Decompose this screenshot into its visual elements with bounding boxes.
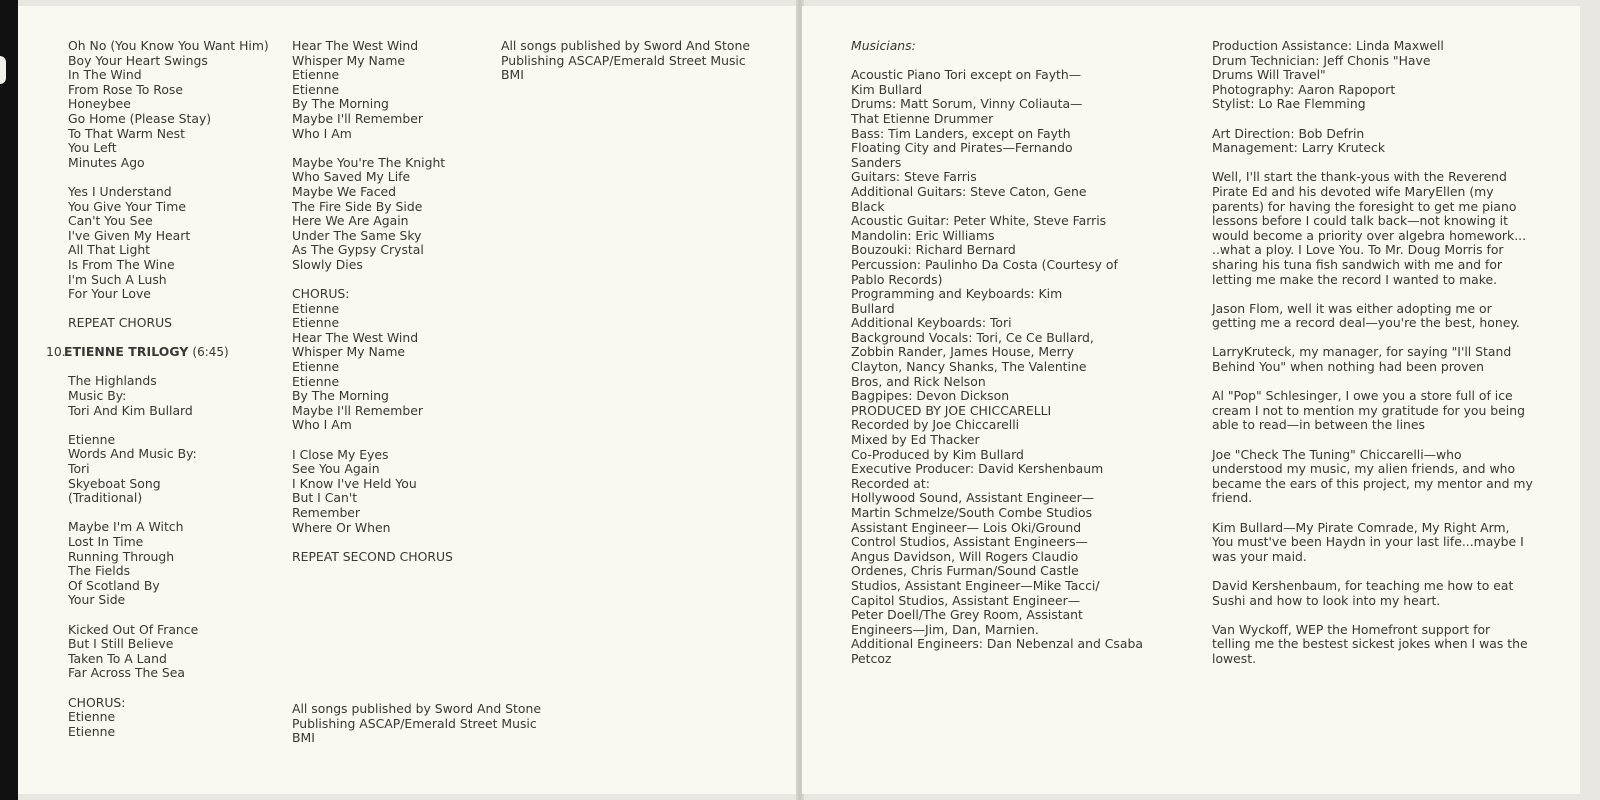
lyric-line: Who Saved My Life	[292, 169, 411, 185]
credit-line: Bagpipes: Devon Dickson	[851, 388, 1010, 404]
credit-line: Peter Doell/The Grey Room, Assistant	[851, 607, 1083, 623]
publishing-note-top	[501, 39, 750, 83]
credit-line: Zobbin Rander, James House, Merry	[851, 344, 1074, 360]
credit-line: Studios, Assistant Engineer—Mike Tacci/	[851, 577, 1100, 593]
credit-line: Background Vocals: Tori, Ce Ce Bullard,	[851, 329, 1094, 345]
thank-you-paragraph	[1212, 579, 1533, 608]
credit-line: (Traditional)	[68, 490, 143, 506]
lyric-line: Oh No (You Know You Want Him)	[68, 38, 269, 53]
thank-you-line: understood my music, my alien friends, and who	[1212, 461, 1516, 477]
thank-you-line: was your maid.	[1212, 548, 1307, 564]
credit-line: Photography: Aaron Rapoport	[1212, 81, 1396, 97]
credit-line: Guitars: Steve Farris	[851, 169, 977, 185]
thank-you-paragraph	[1212, 448, 1533, 506]
thank-you-line: ..what a ploy. I Love You. To Mr. Doug Morris for	[1212, 242, 1504, 258]
thank-you-line: friend.	[1212, 490, 1253, 506]
credit-line: Percussion: Paulinho Da Costa (Courtesy of	[851, 256, 1118, 272]
lyric-line: From Rose To Rose	[68, 81, 183, 97]
lyric-line: Etienne	[68, 709, 116, 725]
credit-line: Etienne	[68, 431, 116, 447]
lyric-line: Is From The Wine	[68, 256, 175, 272]
credit-line: Floating City and Pirates—Fernando	[851, 140, 1073, 156]
credit-line: Additional Guitars: Steve Caton, Gene	[851, 183, 1087, 199]
thank-you-line: Behind You" when nothing had been proven	[1212, 359, 1484, 375]
lyric-line: Etienne	[292, 67, 340, 83]
lyric-line: Here We Are Again	[292, 213, 409, 229]
credit-line: Drums: Matt Sorum, Vinny Coliauta—	[851, 96, 1083, 112]
lyric-line: Go Home (Please Stay)	[68, 110, 212, 126]
thank-you-line: Van Wyckoff, WEP the Homefront support for	[1212, 621, 1491, 637]
spine-edge	[0, 0, 18, 800]
credit-line: Mixed by Ed Thacker	[851, 432, 980, 448]
lyric-line: The Fields	[68, 563, 131, 579]
thank-you-line: getting me a record deal—you're the best, honey.	[1212, 315, 1520, 331]
credit-line: Control Studios, Assistant Engineers—	[851, 534, 1088, 550]
credit-line: Clayton, Nancy Shanks, The Valentine	[851, 359, 1087, 375]
lyric-line: Slowly Dies	[292, 256, 363, 272]
lyric-line: Etienne	[292, 373, 340, 389]
credit-line: Bouzouki: Richard Bernard	[851, 242, 1016, 258]
credit-line: Words And Music By:	[68, 446, 197, 462]
credit-line: Executive Producer: David Kershenbaum	[851, 461, 1104, 477]
credit-line: Ordenes, Chris Furman/Sound Castle	[851, 563, 1079, 579]
lyric-line: Maybe I'm A Witch	[68, 519, 184, 535]
lyric-line: Maybe I'll Remember	[292, 402, 423, 418]
thank-you-line: Al "Pop" Schlesinger, I owe you a store full of ice	[1212, 388, 1513, 404]
thank-you-line: sharing his tuna fish sandwich with me and for	[1212, 256, 1503, 272]
lyric-line: See You Again	[292, 461, 380, 477]
lyric-line: Hear The West Wind	[292, 329, 419, 345]
thank-you-line: parents) for having the foresight to get me piano	[1212, 198, 1517, 214]
lyric-line: Who I Am	[292, 417, 352, 433]
acknowledgements-column	[1212, 39, 1533, 667]
credit-line: Programming and Keyboards: Kim	[851, 286, 1063, 302]
thank-you-paragraph	[1212, 170, 1533, 287]
credit-line: Drums Will Travel"	[1212, 67, 1326, 83]
lyric-line: Boy Your Heart Swings	[68, 52, 208, 68]
thank-you-line: Kim Bullard—My Pirate Comrade, My Right Arm,	[1212, 519, 1510, 535]
thank-you-notes	[1212, 170, 1533, 666]
lyric-line: You Left	[68, 140, 117, 156]
lyrics-column-1	[46, 38, 269, 739]
credit-line: Music By:	[68, 388, 127, 404]
thank-you-paragraph	[1212, 345, 1533, 374]
thank-you-line: able to read—in between the lines	[1212, 417, 1425, 433]
lyric-line: Etienne	[292, 300, 340, 316]
chorus-label: CHORUS:	[68, 694, 126, 710]
credit-line: PRODUCED BY JOE CHICCARELLI	[851, 402, 1052, 418]
publishing-line: BMI	[292, 730, 315, 746]
thank-you-line: Sushi and how to look into my heart.	[1212, 592, 1441, 608]
lyric-line: By The Morning	[292, 388, 389, 404]
credit-line: Black	[851, 198, 885, 214]
credit-line: Recorded by Joe Chiccarelli	[851, 417, 1020, 433]
thank-you-line: became the ears of this project, my mentor and my	[1212, 475, 1533, 491]
credit-line: Assistant Engineer— Lois Oki/Ground	[851, 519, 1082, 535]
thank-you-line: You must've been Haydn in your last life...maybe I	[1212, 534, 1524, 550]
chorus-label: CHORUS:	[292, 286, 350, 302]
lyric-line: In The Wind	[68, 67, 142, 83]
thank-you-paragraph	[1212, 623, 1533, 667]
track-heading	[46, 344, 269, 361]
lyric-line: You Give Your Time	[68, 198, 186, 214]
lyric-line: Your Side	[68, 592, 126, 608]
publishing-note-bottom	[292, 702, 541, 746]
credit-line: Tori And Kim Bullard	[68, 402, 193, 418]
thank-you-line: lowest.	[1212, 650, 1257, 666]
lyric-line: Whisper My Name	[292, 52, 406, 68]
thank-you-paragraph	[1212, 389, 1533, 433]
lyric-line: Maybe You're The Knight	[292, 154, 446, 170]
lyric-line: Running Through	[68, 548, 175, 564]
credit-line: Production Assistance: Linda Maxwell	[1212, 38, 1444, 53]
lyric-line: I Know I've Held You	[292, 475, 417, 491]
credit-line: Pablo Records)	[851, 271, 943, 287]
credit-line: Hollywood Sound, Assistant Engineer—	[851, 490, 1095, 506]
lyric-line: Lost In Time	[68, 534, 144, 549]
publishing-line: All songs published by Sword And Stone	[501, 38, 750, 53]
credit-line: Additional Engineers: Dan Nebenzal and Csaba	[851, 636, 1143, 652]
track-number: 10.	[46, 344, 66, 360]
lyric-line: Far Across The Sea	[68, 665, 186, 681]
credit-line: Bros, and Rick Nelson	[851, 373, 986, 389]
lyric-line: Under The Same Sky	[292, 227, 422, 243]
lyric-line: Hear The West Wind	[292, 38, 419, 53]
credit-line: Additional Keyboards: Tori	[851, 315, 1012, 331]
thank-you-line: David Kershenbaum, for teaching me how to eat	[1212, 577, 1514, 593]
track-title: ETIENNE TRILOGY	[64, 344, 189, 360]
credit-line: Skyeboat Song	[68, 475, 161, 491]
lyric-line: Who I Am	[292, 125, 352, 141]
lyric-line: But I Still Believe	[68, 636, 174, 652]
credit-line: Kim Bullard	[851, 81, 923, 97]
thank-you-paragraph	[1212, 521, 1533, 565]
lyric-line: Can't You See	[68, 213, 153, 229]
credit-line: Acoustic Piano Tori except on Fayth—	[851, 67, 1082, 83]
thank-you-line: Well, I'll start the thank-yous with the Reverend	[1212, 169, 1507, 185]
spine-notch	[0, 56, 6, 84]
publishing-line: BMI	[501, 67, 524, 83]
credit-line: Sanders	[851, 154, 902, 170]
lyric-line: I'm Such A Lush	[68, 271, 167, 287]
thank-you-line: lessons before I could talk back—not knowing it	[1212, 213, 1508, 229]
credit-line: Drum Technician: Jeff Chonis "Have	[1212, 52, 1431, 68]
credit-line: Engineers—Jim, Dan, Marnien.	[851, 621, 1039, 637]
lyric-line: Maybe I'll Remember	[292, 110, 423, 126]
thank-you-line: telling me the bestest sickest jokes when I was the	[1212, 636, 1528, 652]
lyric-line: Etienne	[292, 81, 340, 97]
publishing-line: Publishing ASCAP/Emerald Street Music	[292, 715, 537, 731]
lyrics-column-2	[292, 39, 453, 564]
lyric-line: Yes I Understand	[68, 183, 172, 199]
lyric-line: As The Gypsy Crystal	[292, 242, 424, 258]
thank-you-line: Jason Flom, well it was either adopting me or	[1212, 300, 1492, 316]
lyric-line: Honeybee	[68, 96, 131, 112]
credit-line: Capitol Studios, Assistant Engineer—	[851, 592, 1081, 608]
lyric-line: I've Given My Heart	[68, 227, 191, 243]
lyric-line: Maybe We Faced	[292, 183, 397, 199]
lyric-line: Of Scotland By	[68, 577, 160, 593]
credit-line: Angus Davidson, Will Rogers Claudio	[851, 548, 1079, 564]
lyric-line: I Close My Eyes	[292, 446, 389, 462]
credit-line: Art Direction: Bob Defrin	[1212, 125, 1365, 141]
publishing-line: Publishing ASCAP/Emerald Street Music	[501, 52, 746, 68]
lyric-line: The Fire Side By Side	[292, 198, 423, 214]
musicians-heading: Musicians:	[851, 38, 916, 53]
credit-line: Management: Larry Kruteck	[1212, 140, 1386, 156]
thank-you-line: cream I not to mention my gratitude for you being	[1212, 402, 1525, 418]
lyric-line: All That Light	[68, 242, 151, 258]
lyric-line: Kicked Out Of France	[68, 621, 199, 637]
lyric-line: But I Can't	[292, 490, 358, 506]
lyric-line: Where Or When	[292, 519, 391, 535]
lyric-line: For Your Love	[68, 286, 151, 302]
credit-line: Bass: Tim Landers, except on Fayth	[851, 125, 1071, 141]
credit-line: Mandolin: Eric Williams	[851, 227, 995, 243]
credit-line: Recorded at:	[851, 475, 930, 491]
lyric-line: Remember	[292, 505, 361, 520]
credit-line: Tori	[68, 461, 90, 477]
lyric-line: Etienne	[292, 315, 340, 331]
lyric-line: Minutes Ago	[68, 154, 145, 170]
art-management-credits	[1212, 127, 1533, 156]
musicians-column	[851, 39, 1143, 667]
credit-line: Martin Schmelze/South Combe Studios	[851, 505, 1093, 520]
thank-you-line: letting me make the record I wanted to make.	[1212, 271, 1498, 287]
publishing-line: All songs published by Sword And Stone	[292, 701, 541, 716]
thank-you-line: Joe "Check The Tuning" Chiccarelli—who	[1212, 446, 1462, 462]
credit-line: That Etienne Drummer	[851, 110, 994, 126]
repeat-chorus-label: REPEAT CHORUS	[68, 315, 173, 331]
thank-you-line: Pirate Ed and his devoted wife MaryEllen (my	[1212, 183, 1494, 199]
credit-line: Acoustic Guitar: Peter White, Steve Farris	[851, 213, 1107, 229]
credit-line: The Highlands	[68, 373, 157, 389]
thank-you-line: would become a priority over algebra homework...	[1212, 227, 1527, 243]
lyric-line: Etienne	[292, 359, 340, 375]
lyric-line: Taken To A Land	[68, 650, 167, 666]
thank-you-paragraph	[1212, 302, 1533, 331]
track-duration: (6:45)	[192, 345, 229, 360]
lyric-line: Whisper My Name	[292, 344, 406, 360]
credits-list	[851, 68, 1143, 666]
thank-you-line: LarryKruteck, my manager, for saying "I'll Stand	[1212, 344, 1512, 360]
repeat-second-chorus-label: REPEAT SECOND CHORUS	[292, 548, 453, 564]
credit-line: Stylist: Lo Rae Flemming	[1212, 96, 1366, 112]
lyric-line: By The Morning	[292, 96, 389, 112]
lyric-line: Etienne	[68, 723, 116, 739]
lyric-line: To That Warm Nest	[68, 125, 185, 141]
production-credits	[1212, 39, 1533, 112]
credit-line: Bullard	[851, 300, 895, 316]
credit-line: Co-Produced by Kim Bullard	[851, 446, 1024, 462]
credit-line: Petcoz	[851, 650, 892, 666]
